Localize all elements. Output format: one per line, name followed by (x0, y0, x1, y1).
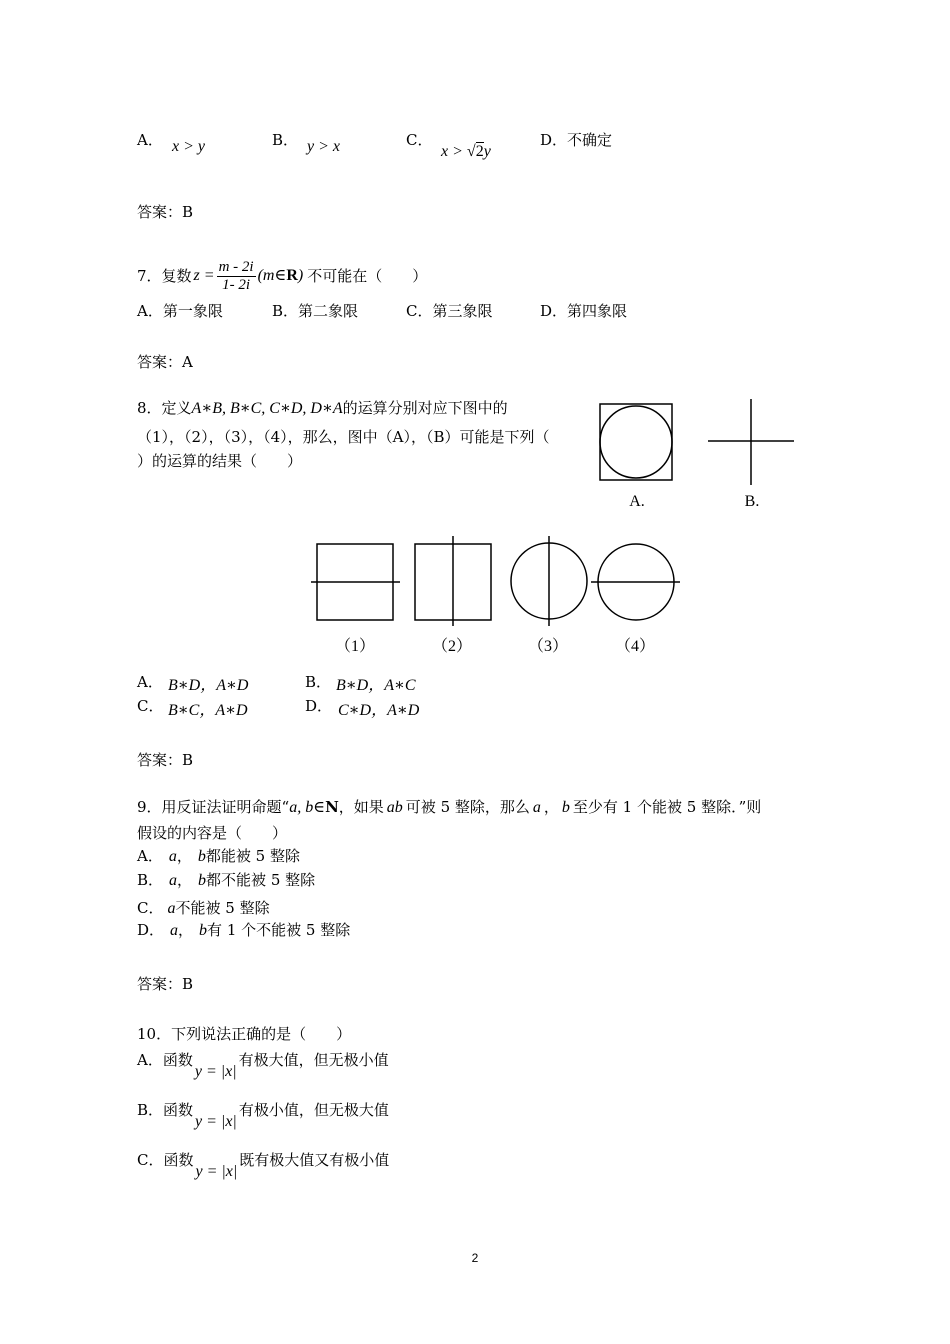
q7-option-b: B．第二象限 (272, 302, 359, 320)
q6-option-b-expr: y > x (307, 138, 340, 155)
figure-2-label: （2） (431, 638, 472, 655)
figure-2-square-vertical (412, 534, 494, 628)
q7-option-a: A．第一象限 (137, 302, 223, 320)
q8-option-c-label: C． (137, 697, 164, 715)
figure-1-square-horizontal (310, 540, 402, 624)
q9-option-c: C． a不能被 5 整除 (137, 899, 270, 917)
q7-answer: 答案：A (137, 353, 193, 371)
q7-condition: (m∈ (257, 267, 287, 284)
q7-suffix: 不可能在（ ） (307, 267, 428, 285)
q9-line2: 假设的内容是（ ） (137, 824, 288, 842)
q9-option-d: D． a， b有 1 个不能被 5 整除 (137, 921, 351, 939)
figure-1-label: （1） (334, 638, 375, 655)
q10-option-b: B．函数y = |x|有极小值，但无极大值 (137, 1101, 389, 1130)
q8-option-d-expr: C∗D，A∗D (338, 702, 420, 719)
q7-prefix: 7．复数 (137, 267, 192, 285)
page-number: 2 (471, 1251, 479, 1265)
q8-line2: （1），（2），（3），（4），那么，图中（A），（B）可能是下列（ (137, 428, 550, 446)
q7-real-set: R (286, 267, 298, 284)
q10-title: 10．下列说法正确的是（ ） (137, 1025, 352, 1043)
q7-denominator: 1- 2i (222, 276, 251, 293)
q7-fraction (217, 259, 256, 294)
q7-option-d: D．第四象限 (540, 302, 628, 320)
q7-z: z = (193, 267, 215, 284)
q7-numerator: m - 2i (218, 258, 254, 275)
figure-b-cross (705, 397, 797, 487)
q8-option-a-label: A． (137, 673, 163, 691)
figure-b-label: B. (744, 493, 760, 510)
figure-4-label: （4） (614, 638, 655, 655)
q6-answer: 答案：B (137, 203, 194, 221)
q6-option-a-label: A． (137, 131, 163, 149)
q6-option-c-expr: x > √2y (441, 143, 491, 160)
q6-option-d: D．不确定 (540, 131, 613, 149)
figure-3-label: （3） (527, 638, 568, 655)
q9-natural-set: N (325, 798, 339, 816)
q8-option-a-expr: B∗D，A∗D (168, 677, 249, 694)
q6-option-b-label: B． (272, 131, 299, 149)
q6-option-c-label: C． (406, 131, 433, 149)
q9-option-a: A． a， b都能被 5 整除 (137, 847, 300, 865)
figure-4-circle-horizontal (590, 540, 682, 624)
q10-option-a: A．函数y = |x|有极大值，但无极小值 (137, 1051, 389, 1080)
q7-option-c: C．第三象限 (406, 302, 493, 320)
q10-option-c: C．函数y = |x|既有极大值又有极小值 (137, 1151, 390, 1180)
figure-a-circle-in-square (597, 401, 677, 483)
q8-line1: 8．定义A∗B, B∗C, C∗D, D∗A的运算分别对应下图中的 (137, 399, 508, 417)
q8-option-d-label: D． (305, 697, 333, 715)
q8-answer: 答案：B (137, 751, 194, 769)
figure-a-label: A. (629, 493, 645, 510)
q8-operations: A∗B, B∗C, C∗D, D∗A (191, 400, 343, 417)
q9-option-b: B． a， b都不能被 5 整除 (137, 871, 316, 889)
q8-line3: ）的运算的结果（ ） (137, 452, 303, 470)
figure-3-circle-vertical (508, 534, 590, 628)
q8-option-b-label: B． (305, 673, 332, 691)
q9-line1: 9．用反证法证明命题“a, b∈N，如果 ab 可被 5 整除，那么 a ， b 至少有 1 个能被 5 整除．”则 (137, 798, 762, 816)
q8-option-c-expr: B∗C，A∗D (168, 702, 248, 719)
q9-answer: 答案：B (137, 975, 194, 993)
q8-option-b-expr: B∗D，A∗C (336, 677, 416, 694)
q6-option-a-expr: x > y (172, 138, 205, 155)
q7-stem: 7．复数 z = $\frac{m - 2i}{1- 2i}$ (m∈R) 不可能在（ ） (137, 258, 428, 293)
